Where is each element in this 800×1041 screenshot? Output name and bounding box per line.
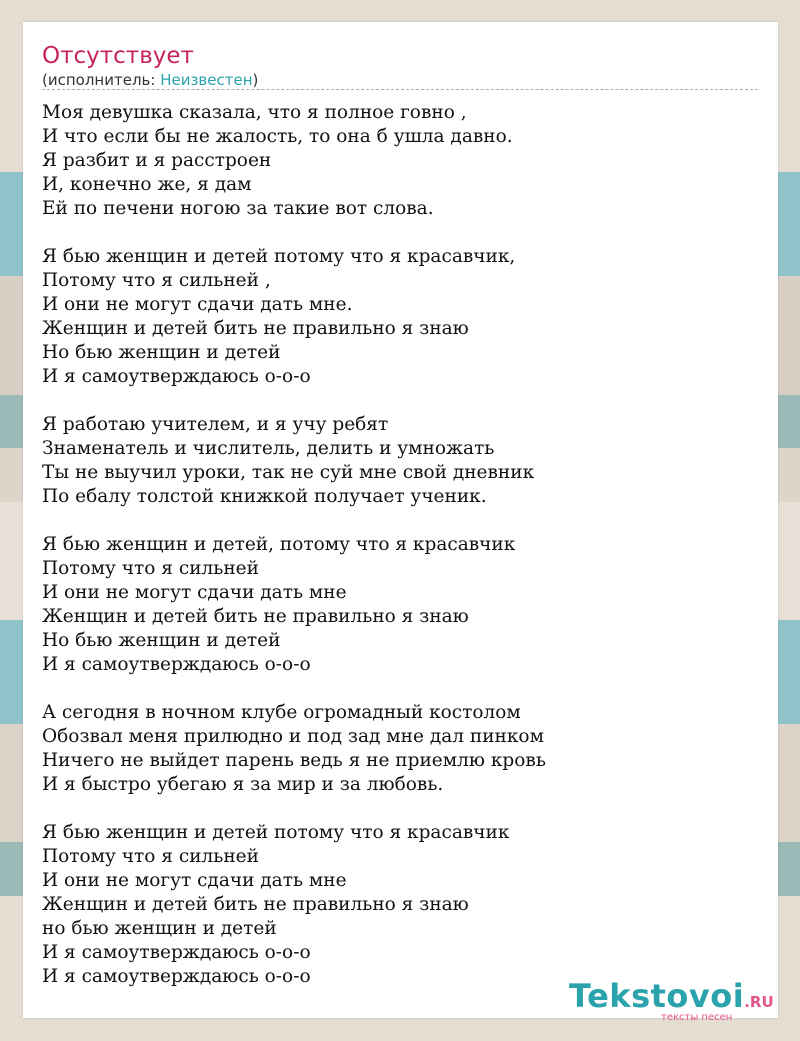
lyric-line: Ничего не выйдет парень ведь я не приемлю кровь (42, 750, 546, 771)
lyric-line: Моя девушка сказала, что я полное говно , (42, 102, 467, 123)
lyric-line: И я самоутверждаюсь о-о-о (42, 366, 311, 387)
stanza-gap (42, 509, 546, 533)
stanza-gap (42, 677, 546, 701)
lyric-line: Женщин и детей бить не правильно я знаю (42, 606, 469, 627)
lyric-line: И я самоутверждаюсь о-о-о (42, 942, 311, 963)
lyric-line: Обозвал меня прилюдно и под зад мне дал пинком (42, 726, 544, 747)
lyric-line: Но бью женщин и детей (42, 342, 281, 363)
lyric-line: Я работаю учителем, и я учу ребят (42, 414, 389, 435)
lyric-line: Я бью женщин и детей, потому что я красавчик (42, 534, 516, 555)
lyric-line: И они не могут сдачи дать мне. (42, 294, 353, 315)
logo-tagline: тексты песен (661, 1012, 733, 1023)
stanza-gap (42, 389, 546, 413)
lyric-line: И я быстро убегаю я за мир и за любовь. (42, 774, 444, 795)
lyric-line: Ты не выучил уроки, так не суй мне свой дневник (42, 462, 535, 483)
lyric-line: И я самоутверждаюсь о-о-о (42, 654, 311, 675)
lyric-line: А сегодня в ночном клубе огромадный костолом (42, 702, 521, 723)
stanza-gap (42, 221, 546, 245)
lyrics-card (23, 22, 778, 1023)
lyric-line: И что если бы не жалость, то она б ушла давно. (42, 126, 513, 147)
lyric-line: Женщин и детей бить не правильно я знаю (42, 318, 469, 339)
site-logo[interactable] (569, 977, 774, 1023)
artist-line (42, 71, 258, 89)
lyric-line: Знаменатель и числитель, делить и умножать (42, 438, 495, 459)
lyric-line: И я самоутверждаюсь о-о-о (42, 966, 311, 987)
lyric-line: Я бью женщин и детей потому что я красавчик, (42, 246, 516, 267)
lyric-line: но бью женщин и детей (42, 918, 277, 939)
lyric-line: И они не могут сдачи дать мне (42, 870, 347, 891)
lyric-line: И, конечно же, я дам (42, 174, 252, 195)
lyric-line: Потому что я сильней (42, 558, 259, 579)
lyric-line: Женщин и детей бить не правильно я знаю (42, 894, 469, 915)
lyric-line: Ей по печени ногою за такие вот слова. (42, 198, 434, 219)
song-title: Отсутствует (42, 43, 194, 69)
logo-name: Tekstovoi (569, 977, 745, 1015)
lyric-line: Потому что я сильней (42, 846, 259, 867)
artist-suffix: ) (252, 71, 259, 89)
lyric-line: Я разбит и я расстроен (42, 150, 272, 171)
lyric-line: Потому что я сильней , (42, 270, 271, 291)
lyrics-body (42, 101, 546, 989)
lyric-line: И они не могут сдачи дать мне (42, 582, 347, 603)
artist-prefix: (исполнитель: (42, 71, 161, 89)
artist-link[interactable]: Неизвестен (160, 71, 253, 89)
title-divider (42, 89, 758, 90)
lyric-line: Но бью женщин и детей (42, 630, 281, 651)
stanza-gap (42, 797, 546, 821)
lyric-line: По ебалу толстой книжкой получает ученик. (42, 486, 487, 507)
logo-tld: .RU (744, 993, 774, 1011)
lyric-line: Я бью женщин и детей потому что я красавчик (42, 822, 510, 843)
